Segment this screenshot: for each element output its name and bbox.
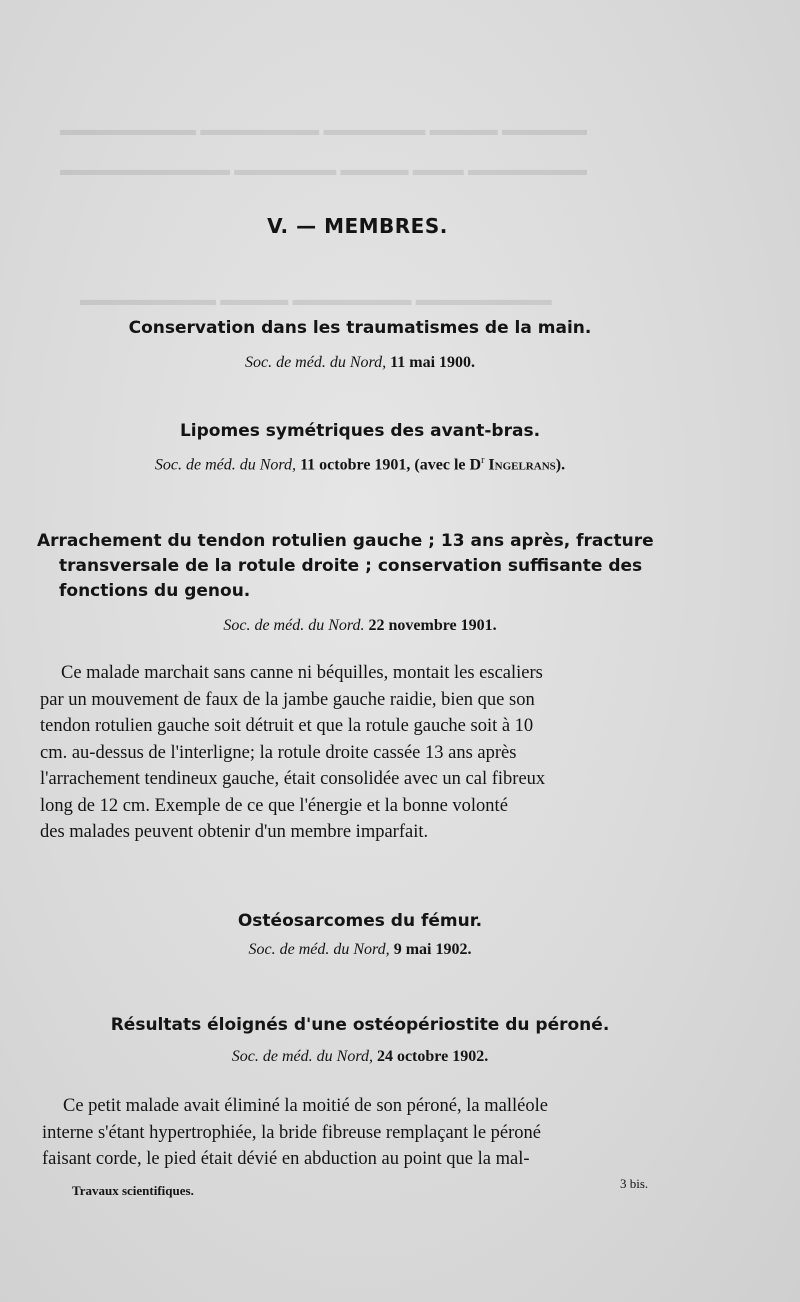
entry-body-5 [42,1093,687,1173]
bleed-through-texture: ▬▬▬▬▬▬▬ ▬▬▬ ▬▬▬▬ ▬▬▬▬▬▬ ▬▬▬▬▬▬▬▬▬▬ [60,160,587,179]
body-line: long de 12 cm. Exemple de ce que l'énergie et la bonne volonté [40,795,508,816]
footer-signature-mark: 3 bis. [620,1176,649,1191]
body-line: Ce malade marchait sans canne ni béquilles, montait les escaliers [61,663,543,683]
source-date: 11 mai 1900. [390,354,476,371]
source-journal: Soc. de méd. du Nord, [248,941,390,958]
body-line: cm. au-dessus de l'interligne; la rotule droite cassée 13 ans après [40,742,517,763]
entry-title-3-line-2: transversale de la rotule droite ; conservation suffisante des [59,556,643,576]
source-journal: Soc. de méd. du Nord, [154,456,297,474]
entry-body-3 [40,660,685,846]
section-title: V. — MEMBRES. [267,214,448,238]
entry-source-3 [0,617,720,635]
source-author: Ingelrans [488,456,556,474]
source-date: 9 mai 1902. [393,941,472,958]
body-line: tendon rotulien gauche soit détruit et que la rotule gauche soit à 10 [40,716,534,736]
body-line: l'arrachement tendineux gauche, était consolidée avec un cal fibreux [40,769,546,789]
entry-source-4 [0,941,720,959]
source-date: 22 novembre 1901. [368,617,497,634]
entry-title-3-line-1: Arrachement du tendon rotulien gauche ; 13 ans après, fracture [37,531,654,551]
entry-title-2: Lipomes symétriques des avant-bras. [179,421,541,441]
body-line: par un mouvement de faux de la jambe gauche raidie, bien que son [40,689,535,710]
entry-title-3-line-3: fonctions du genou. [59,581,251,601]
entry-title-4: Ostéosarcomes du fémur. [237,911,483,931]
entry-title-1: Conservation dans les traumatismes de la main. [128,318,592,338]
source-sup: r [481,455,485,466]
source-end: ). [555,456,566,474]
body-line: interne s'étant hypertrophiée, la bride fibreuse remplaçant le péroné [42,1122,542,1143]
entry-title-5: Résultats éloignés d'une ostéopériostite du péroné. [110,1015,610,1035]
body-line: des malades peuvent obtenir d'un membre imparfait. [40,822,429,842]
source-journal: Soc. de méd. du Nord, [244,354,387,371]
source-journal: Soc. de méd. du Nord, [231,1048,373,1065]
source-journal: Soc. de méd. du Nord. [223,617,365,634]
source-date: 24 octobre 1902. [376,1048,489,1065]
footer-publication: Travaux scientifiques. [72,1183,194,1198]
body-line: Ce petit malade avait éliminé la moitié de son péroné, la malléole [63,1096,548,1116]
entry-source-1 [0,354,720,372]
source-date: 11 octobre 1901, (avec le D [300,456,482,474]
bleed-through-texture: ▬▬▬▬▬ ▬▬▬▬ ▬▬▬▬▬▬ ▬▬▬▬▬▬▬ ▬▬▬▬▬▬▬▬ [60,120,587,139]
entry-source-2 [0,455,720,474]
body-line: faisant corde, le pied était dévié en abduction au point que la mal- [42,1149,530,1169]
entry-source-5 [0,1048,720,1066]
bleed-through-texture: ▬▬▬▬▬▬▬▬ ▬▬▬▬▬▬▬ ▬▬▬▬ ▬▬▬▬▬▬▬▬ [80,290,552,309]
